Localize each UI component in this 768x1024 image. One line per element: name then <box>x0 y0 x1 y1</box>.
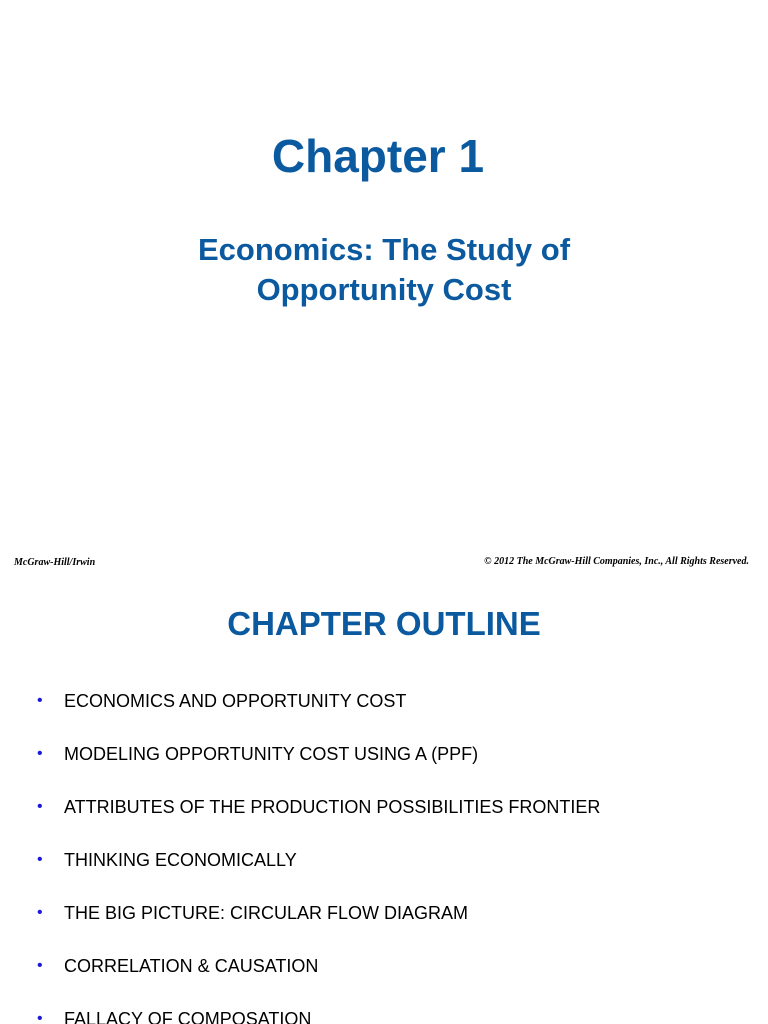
bullet-icon: • <box>37 957 43 974</box>
list-item-text: FALLACY OF COMPOSATION <box>64 1009 312 1024</box>
list-item-text: THE BIG PICTURE: CIRCULAR FLOW DIAGRAM <box>64 903 469 923</box>
outline-heading: CHAPTER OUTLINE <box>227 605 541 642</box>
bullet-icon: • <box>37 1010 43 1024</box>
bullet-icon: • <box>37 692 43 709</box>
list-item <box>0 743 768 796</box>
copyright-footer: © 2012 The McGraw-Hill Companies, Inc., All Rights Reserved. <box>484 556 749 567</box>
list-item <box>0 902 768 955</box>
subtitle-line: Economics: The Study of <box>197 232 571 267</box>
outline-slide <box>0 578 768 1024</box>
chapter-subtitle <box>0 230 768 310</box>
bullet-icon: • <box>37 851 43 868</box>
bullet-icon: • <box>37 745 43 762</box>
bullet-icon: • <box>37 798 43 815</box>
list-item-text: CORRELATION & CAUSATION <box>64 956 319 976</box>
list-item-text: MODELING OPPORTUNITY COST USING A (PPF) <box>64 744 479 764</box>
publisher-footer: McGraw-Hill/Irwin <box>14 557 96 568</box>
outline-list <box>0 690 768 1024</box>
list-item-text: ATTRIBUTES OF THE PRODUCTION POSSIBILITIES FRONTIER <box>64 797 601 817</box>
list-item <box>0 955 768 1008</box>
chapter-title: Chapter 1 <box>271 130 485 182</box>
list-item-text: THINKING ECONOMICALLY <box>64 850 297 870</box>
list-item <box>0 690 768 743</box>
list-item <box>0 1008 768 1024</box>
list-item-text: ECONOMICS AND OPPORTUNITY COST <box>64 691 407 711</box>
list-item <box>0 849 768 902</box>
bullet-icon: • <box>37 904 43 921</box>
list-item <box>0 796 768 849</box>
subtitle-line: Opportunity Cost <box>256 272 512 307</box>
